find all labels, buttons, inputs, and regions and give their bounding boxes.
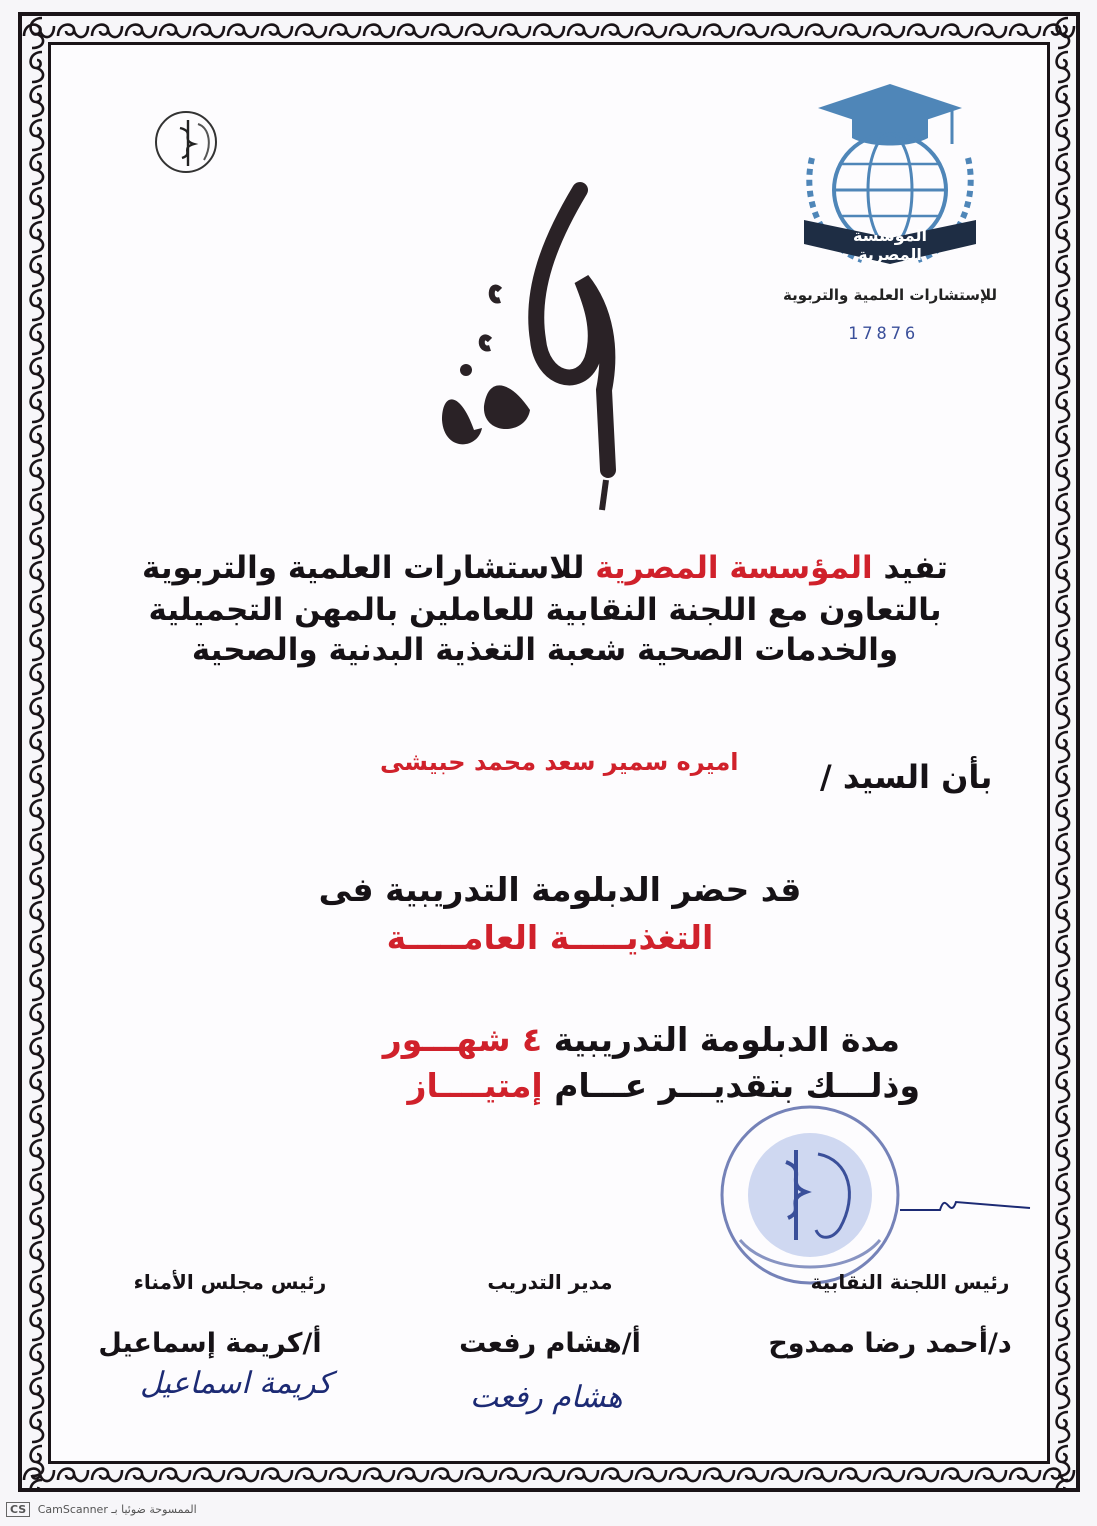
logo-caption: للإستشارات العلمية والتربوية xyxy=(782,286,998,304)
signatory-2-name: أ/هشام رفعت xyxy=(459,1328,641,1359)
signatory-3-title: رئيس مجلس الأمناء xyxy=(133,1270,327,1294)
signatory-2-title: مدير التدريب xyxy=(487,1270,613,1294)
signatory-2-signature: هشام رفعت xyxy=(470,1380,623,1415)
intro-line-1 xyxy=(60,546,1030,590)
signatory-1-title: رئيس اللجنة النقابية xyxy=(810,1270,1010,1294)
signatory-3-signature: كريمة اسماعيل xyxy=(140,1366,332,1401)
intro-line-3: والخدمات الصحية شعبة التغذية البدنية والصحية xyxy=(191,632,899,668)
duration-line xyxy=(240,1020,900,1059)
signatory-3-name: أ/كريمة إسماعيل xyxy=(98,1328,322,1359)
duration-label: مدة الدبلومة التدريبية xyxy=(553,1020,900,1059)
official-stamp xyxy=(700,1100,920,1290)
scroll-border-right xyxy=(1048,16,1076,1488)
scanner-name: CamScanner xyxy=(37,1503,108,1516)
serial-number: 17876 xyxy=(848,324,920,344)
syndicate-logo xyxy=(128,100,226,188)
signatory-1-name: د/أحمد رضا ممدوح xyxy=(768,1328,1012,1359)
recipient-name: اميره سمير سعد محمد حبيشى xyxy=(380,748,739,776)
intro-org-name: المؤسسة المصرية xyxy=(595,550,873,586)
grade-value: إمتيــــاز xyxy=(407,1066,543,1105)
scroll-border-left xyxy=(22,16,50,1488)
scroll-border-bottom xyxy=(22,1460,1076,1488)
title-calligraphy xyxy=(430,180,680,530)
scanner-note: الممسوحة ضوئيا بـ xyxy=(111,1503,197,1516)
intro-prefix: تفيد xyxy=(883,550,948,586)
egyptian-foundation-logo xyxy=(790,78,990,278)
scroll-border-top xyxy=(22,16,1076,44)
intro-suffix: للاستشارات العلمية والتربوية xyxy=(142,550,585,586)
attended-text: قد حضر الدبلومة التدريبية فى xyxy=(318,870,802,909)
scanner-footer xyxy=(6,1502,197,1517)
course-subject: التغذيـــــة العامـــــة xyxy=(386,918,714,957)
intro-line-2: بالتعاون مع اللجنة النقابية للعاملين بالمهن التجميلية xyxy=(148,592,942,628)
camscanner-icon: CS xyxy=(6,1502,30,1517)
signature-stroke xyxy=(900,1180,1040,1230)
duration-value: ٤ شهـــور xyxy=(382,1020,543,1059)
recipient-label: بأن السيد / xyxy=(820,758,993,796)
grade-label: وذلـــك بتقديـــر عـــام xyxy=(554,1066,920,1105)
logo-ring-text: المؤسسة المصرية xyxy=(853,226,927,264)
